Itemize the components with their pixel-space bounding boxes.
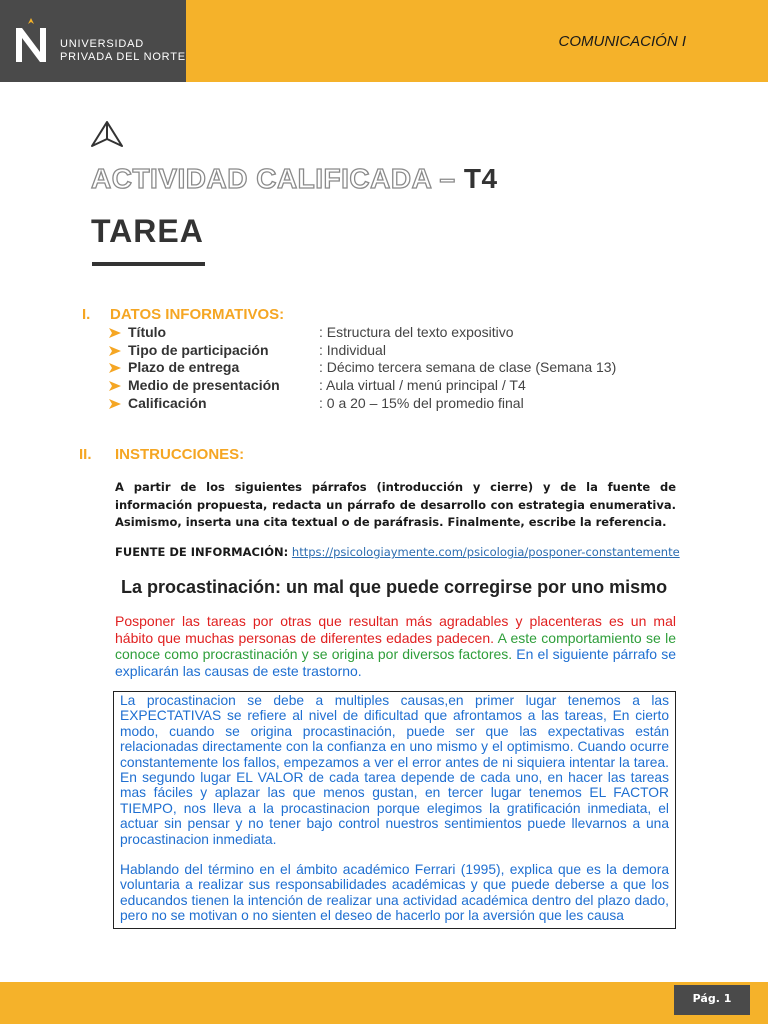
- section1-heading: DATOS INFORMATIVOS:: [110, 306, 285, 323]
- activity-title-text: ACTIVIDAD CALIFICADA –: [91, 163, 456, 194]
- info-label: Título: [128, 324, 167, 340]
- intro-green-text: A este comportamiento se le conoce como procrastinación y se origina por diversos factores.: [115, 629, 677, 662]
- info-label: Medio de presentación: [128, 377, 280, 393]
- title-underline: [92, 262, 205, 266]
- section1-number: I.: [82, 306, 91, 323]
- answer-paragraph-1: La procastinacion se debe a multiples causas,en primer lugar tenemos a las EXPECTATIVAS se refiere al nivel de dificultad que afrontamos a las tareas, En cierto modo, cuando se origina procastinación, puede ser que las expectativas están relacionadas directamente con la confianza en uno mismo y el optimismo. Cuando ocurre constantemente los fallos, empezamos a ver el error antes de ni siquiera intentar la tarea. En segundo lugar EL VALOR de cada tarea depende de cada uno, en hacer las tareas mas fáciles y aplazar las que menos gustan, en tercer lugar tenemos EL FACTOR TIEMPO, nos lleva a la procastinacion porque elegimos la gratificación inmediata, el actuar sin pensar y no tener bajo control nuestros sentimientos puede llevarnos a una procastinacion inmediata.: [120, 693, 669, 847]
- intro-blue-text: En el siguiente párrafo se explicarán las causas de este trastorno.: [115, 646, 676, 679]
- university-name-line1: UNIVERSIDAD: [60, 38, 144, 50]
- info-label: Calificación: [128, 395, 207, 411]
- page-number: Pág. 1: [674, 985, 750, 1015]
- instructions-text: A partir de los siguientes párrafos (introducción y cierre) y de la fuente de información propuesta, redacta un párrafo de desarrollo con estrategia enumerativa. Asimismo, inserta una cita textual o de paráfrasis. Finalmente, escribe la referencia.: [115, 480, 676, 529]
- information-source: [115, 545, 680, 559]
- university-name-line2: PRIVADA DEL NORTE: [60, 51, 186, 63]
- intro-red-text: Posponer las tareas por otras que resultan más agradables y placenteras es un mal hábito que muchas personas de diferentes edades padecen.: [115, 613, 676, 646]
- info-value: : 0 a 20 – 15% del promedio final: [319, 395, 524, 411]
- section2-number: II.: [79, 446, 92, 463]
- university-name: [60, 38, 186, 64]
- article-title: La procastinación: un mal que puede corregirse por uno mismo: [121, 577, 668, 597]
- info-value: : Aula virtual / menú principal / T4: [319, 377, 526, 393]
- section2-heading: INSTRUCCIONES:: [115, 446, 245, 463]
- info-value: : Individual: [319, 342, 386, 358]
- page-subtitle: TAREA: [91, 213, 204, 249]
- footer-bar: [0, 982, 768, 1024]
- course-name: COMUNICACIÓN I: [558, 33, 686, 50]
- bullet-arrow-icon: [108, 327, 122, 339]
- activity-title: [91, 163, 498, 195]
- source-label: FUENTE DE INFORMACIÓN:: [115, 545, 289, 559]
- bullet-arrow-icon: [108, 380, 122, 392]
- navigation-arrow-icon: [90, 120, 124, 148]
- answer-textbox[interactable]: [113, 691, 676, 929]
- info-label: Tipo de participación: [128, 342, 269, 358]
- source-link[interactable]: https://psicologiaymente.com/psicologia/posponer-constantemente: [291, 545, 680, 559]
- answer-paragraph-2: Hablando del término en el ámbito académico Ferrari (1995), explica que es la demora voluntaria a realizar sus responsabilidades académicas y que puede deberse a que los educandos tienen la intención de realizar una actividad académica dentro del plazo dado, pero no se motivan o no sienten el deseo de hacerlo por la aversión que les causa: [120, 862, 669, 924]
- info-value: : Décimo tercera semana de clase (Semana 13): [319, 359, 617, 375]
- bullet-arrow-icon: [108, 362, 122, 374]
- activity-code: T4: [463, 163, 498, 194]
- info-value: : Estructura del texto expositivo: [319, 324, 514, 340]
- intro-paragraph: [115, 613, 676, 679]
- info-label: Plazo de entrega: [128, 359, 240, 375]
- university-logo-icon: [14, 18, 48, 64]
- bullet-arrow-icon: [108, 398, 122, 410]
- university-logo: [0, 0, 186, 82]
- bullet-arrow-icon: [108, 345, 122, 357]
